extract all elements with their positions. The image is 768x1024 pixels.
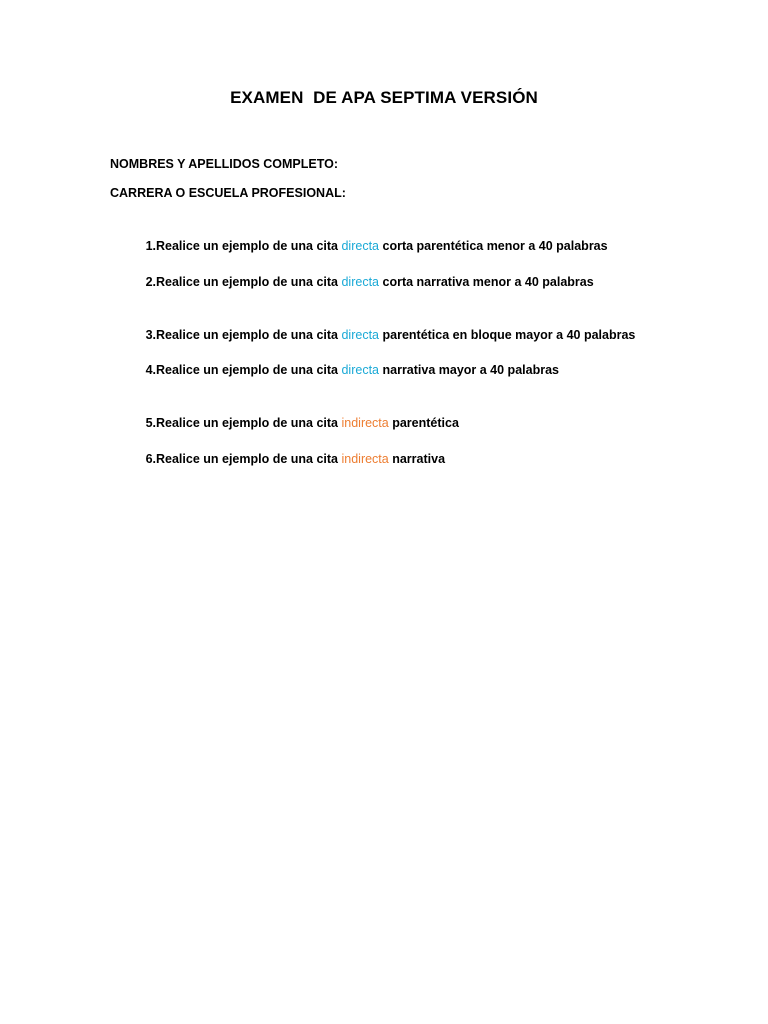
question-item bbox=[110, 363, 559, 377]
field-carrera-escuela: CARRERA O ESCUELA PROFESIONAL: bbox=[110, 186, 346, 200]
question-text-end: narrativa bbox=[388, 452, 446, 466]
question-number: 1. bbox=[145, 239, 156, 253]
question-text-end: narrativa mayor a 40 palabras bbox=[379, 363, 559, 377]
question-text bbox=[156, 363, 559, 377]
question-item bbox=[110, 452, 445, 466]
question-number: 6. bbox=[145, 452, 156, 466]
keyword-directa: directa bbox=[341, 328, 380, 342]
question-number: 4. bbox=[145, 363, 156, 377]
question-text-start: Realice un ejemplo de una cita bbox=[156, 416, 342, 430]
question-text-end: parentética en bloque mayor a 40 palabras bbox=[379, 328, 636, 342]
question-text bbox=[156, 328, 635, 342]
question-item bbox=[110, 239, 608, 253]
question-text-end: corta narrativa menor a 40 palabras bbox=[379, 275, 594, 289]
question-text-end: corta parentética menor a 40 palabras bbox=[379, 239, 608, 253]
page-title: EXAMEN DE APA SEPTIMA VERSIÓN bbox=[230, 88, 538, 107]
question-text bbox=[156, 239, 608, 253]
question-text-end: parentética bbox=[388, 416, 459, 430]
question-text bbox=[156, 275, 594, 289]
question-number: 3. bbox=[145, 328, 156, 342]
question-item bbox=[110, 275, 594, 289]
question-text-start: Realice un ejemplo de una cita bbox=[156, 363, 342, 377]
question-text-start: Realice un ejemplo de una cita bbox=[156, 452, 342, 466]
question-item bbox=[110, 416, 459, 430]
question-text bbox=[156, 416, 459, 430]
question-text bbox=[156, 452, 445, 466]
question-text-start: Realice un ejemplo de una cita bbox=[156, 275, 342, 289]
question-number: 2. bbox=[145, 275, 156, 289]
question-text-start: Realice un ejemplo de una cita bbox=[156, 328, 342, 342]
keyword-directa: directa bbox=[341, 239, 380, 253]
keyword-directa: directa bbox=[341, 363, 380, 377]
question-text-start: Realice un ejemplo de una cita bbox=[156, 239, 342, 253]
keyword-indirecta: indirecta bbox=[341, 452, 389, 466]
question-item bbox=[110, 328, 635, 342]
keyword-directa: directa bbox=[341, 275, 380, 289]
keyword-indirecta: indirecta bbox=[341, 416, 389, 430]
field-nombres-apellidos: NOMBRES Y APELLIDOS COMPLETO: bbox=[110, 157, 339, 171]
question-number: 5. bbox=[145, 416, 156, 430]
